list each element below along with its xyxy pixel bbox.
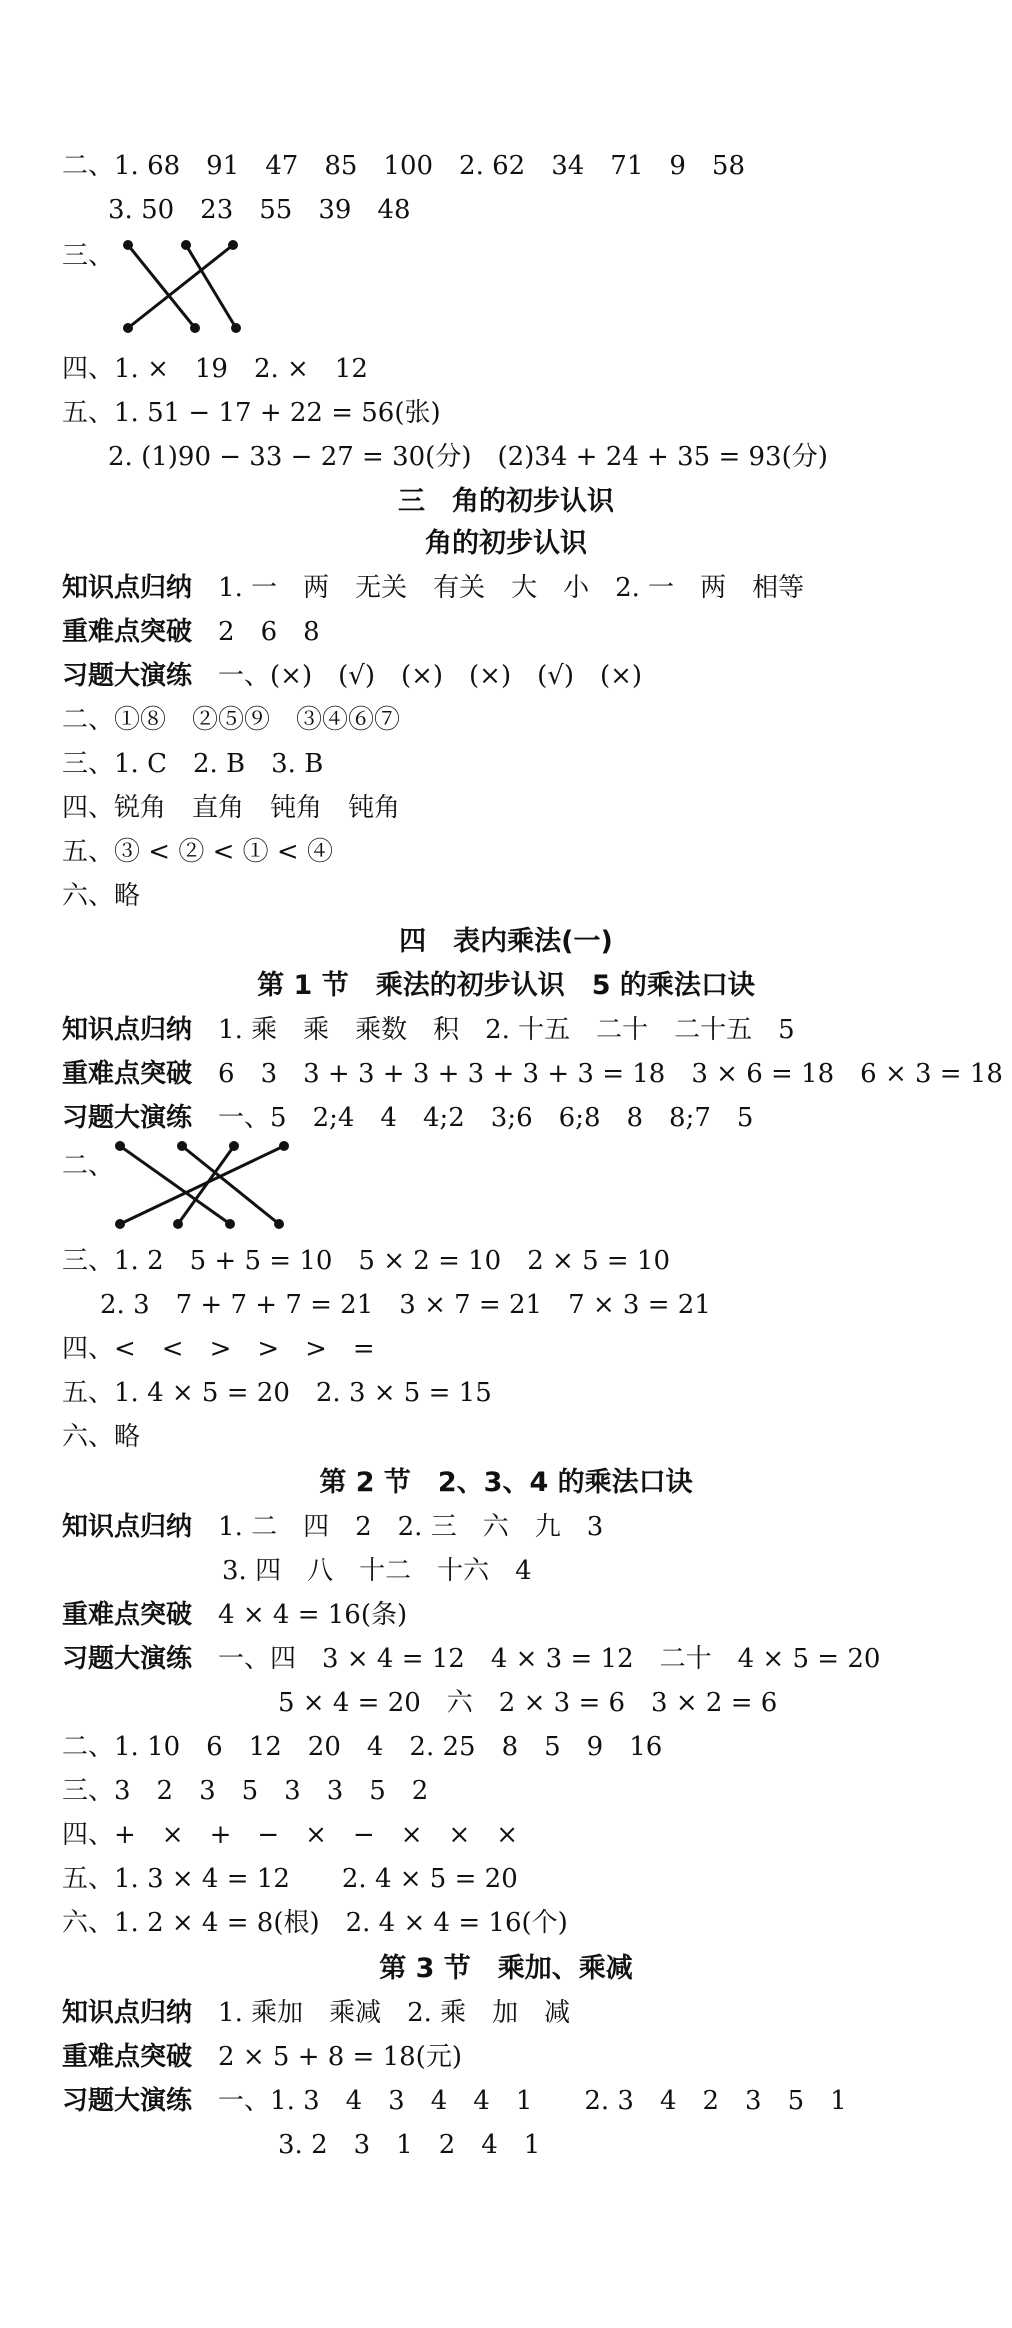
- line-text: 1. 二 四 2 2. 三 六 九 3: [218, 1512, 604, 1542]
- answer-line: [62, 572, 804, 604]
- answer-line: [62, 1014, 795, 1046]
- answer-line: 二、①⑧ ②⑤⑨ ③④⑥⑦: [62, 705, 401, 735]
- answer-line: [62, 1058, 1003, 1090]
- answer-line: 六、1. 2 × 4 = 8(根) 2. 4 × 4 = 16(个): [62, 1908, 568, 1938]
- answer-line: [62, 1997, 570, 2029]
- answer-line: 3. 50 23 55 39 48: [108, 195, 411, 225]
- line-text: 6 3 3 + 3 + 3 + 3 + 3 + 3 = 18 3 × 6 = 18 6 × 3 = 18: [218, 1059, 1003, 1089]
- answer-line: 3. 2 3 1 2 4 1: [278, 2130, 541, 2160]
- answer-line: 三、1. C 2. B 3. B: [62, 749, 324, 779]
- line-label: 习题大演练: [62, 1644, 193, 1674]
- line-label: 习题大演练: [62, 661, 193, 691]
- line-label: 知识点归纳: [62, 573, 193, 603]
- answer-line: 3. 四 八 十二 十六 4: [222, 1556, 532, 1586]
- answer-line: [62, 1102, 753, 1134]
- answer-line: [62, 1511, 603, 1543]
- answer-line: 三、1. 2 5 + 5 = 10 5 × 2 = 10 2 × 5 = 10: [62, 1246, 671, 1276]
- line-label: 重难点突破: [62, 1059, 193, 1089]
- answer-line: 四、< < > > > =: [62, 1334, 375, 1364]
- line-label: 习题大演练: [62, 1103, 193, 1133]
- answer-line: 五、1. 4 × 5 = 20 2. 3 × 5 = 15: [62, 1378, 492, 1408]
- answer-line: [62, 1643, 880, 1675]
- line-label: 重难点突破: [62, 617, 193, 647]
- line-text: 2 6 8: [218, 617, 320, 647]
- section-heading: 第 3 节 乘加、乘减: [379, 1953, 633, 1984]
- matching-lines-figure-1: [118, 236, 248, 336]
- line-text: 一、1. 3 4 3 4 4 1 2. 3 4 2 3 5 1: [218, 2086, 847, 2116]
- chapter-heading: 三 角的初步认识: [398, 486, 614, 517]
- line-label: 知识点归纳: [62, 1512, 193, 1542]
- answer-line: 四、1. × 19 2. × 12: [62, 354, 368, 384]
- line-text: 1. 乘加 乘减 2. 乘 加 减: [218, 1998, 571, 2028]
- answer-line: 五、1. 51 − 17 + 22 = 56(张): [62, 398, 441, 428]
- answer-line: [62, 2085, 847, 2117]
- matching-lines-figure-2: [112, 1138, 292, 1238]
- answer-line: 三、: [62, 241, 115, 271]
- line-text: 1. 乘 乘 乘数 积 2. 十五 二十 二十五 5: [218, 1015, 795, 1045]
- line-label: 习题大演练: [62, 2086, 193, 2116]
- answer-line: 三、3 2 3 5 3 3 5 2: [62, 1776, 429, 1806]
- line-text: 4 × 4 = 16(条): [218, 1600, 408, 1630]
- answer-line: 六、略: [62, 881, 141, 911]
- answer-line: 2. (1)90 − 33 − 27 = 30(分) (2)34 + 24 + 35 = 93(分): [108, 442, 828, 472]
- answer-line: [62, 616, 320, 648]
- answer-line: 四、+ × + − × − × × ×: [62, 1820, 519, 1850]
- line-label: 知识点归纳: [62, 1015, 193, 1045]
- answer-line: 二、1. 10 6 12 20 4 2. 25 8 5 9 16: [62, 1732, 663, 1762]
- answer-line: 六、略: [62, 1422, 141, 1452]
- answer-line: 2. 3 7 + 7 + 7 = 21 3 × 7 = 21 7 × 3 = 21: [100, 1290, 711, 1320]
- section-heading: 角的初步认识: [425, 528, 587, 559]
- answer-line: [62, 660, 642, 692]
- chapter-heading: 四 表内乘法(一): [399, 926, 613, 957]
- line-label: 重难点突破: [62, 2042, 193, 2072]
- answer-line: 五、1. 3 × 4 = 12 2. 4 × 5 = 20: [62, 1864, 518, 1894]
- section-heading: 第 2 节 2、3、4 的乘法口诀: [319, 1467, 693, 1498]
- line-text: 2 × 5 + 8 = 18(元): [218, 2042, 462, 2072]
- line-text: 1. 一 两 无关 有关 大 小 2. 一 两 相等: [218, 573, 805, 603]
- section-heading: 第 1 节 乘法的初步认识 5 的乘法口诀: [257, 970, 755, 1001]
- answer-line: 四、锐角 直角 钝角 钝角: [62, 793, 401, 823]
- answer-line: [62, 2041, 462, 2073]
- answer-line: [62, 1599, 407, 1631]
- answer-line: 二、: [62, 1151, 115, 1181]
- line-text: 一、(×) (√) (×) (×) (√) (×): [218, 661, 643, 691]
- answer-line: 二、1. 68 91 47 85 100 2. 62 34 71 9 58: [62, 151, 745, 181]
- line-label: 知识点归纳: [62, 1998, 193, 2028]
- line-label: 重难点突破: [62, 1600, 193, 1630]
- answer-line: 5 × 4 = 20 六 2 × 3 = 6 3 × 2 = 6: [278, 1688, 778, 1718]
- answer-line: 五、③ < ② < ① < ④: [62, 837, 333, 867]
- line-text: 一、5 2;4 4 4;2 3;6 6;8 8 8;7 5: [218, 1103, 754, 1133]
- line-text: 一、四 3 × 4 = 12 4 × 3 = 12 二十 4 × 5 = 20: [218, 1644, 881, 1674]
